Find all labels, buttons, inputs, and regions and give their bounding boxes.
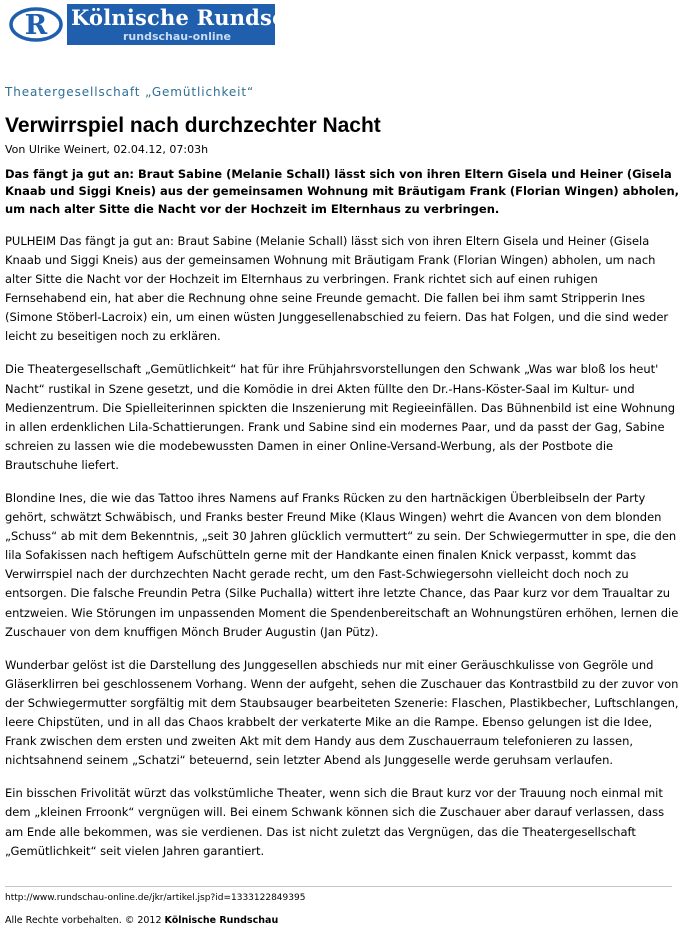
article-kicker: Theatergesellschaft „Gemütlichkeit“	[5, 85, 255, 99]
copyright-text: Alle Rechte vorbehalten. © 2012	[5, 915, 165, 926]
article-paragraph: Ein bisschen Frivolität würzt das volkstümliche Theater, wenn sich die Braut kurz vor der Trauung noch einmal mit dem „kleinen Frroonk“ vergnügen will. Bei einem Schwank können sich die Zuschauer aber darauf verlassen, dass am Ende alle bekommen, was sie verdienen. Das ist nicht zuletzt das Vergnügen, das die Theatergesellschaft „Gemütlichkeit“ seit vielen Jahren garantiert.	[5, 786, 665, 858]
copyright-notice	[5, 915, 278, 926]
article-url[interactable]: http://www.rundschau-online.de/jkr/artikel.jsp?id=1333122849395	[5, 893, 306, 903]
article-body	[5, 166, 681, 875]
article-title: Verwirrspiel nach durchzechter Nacht	[5, 114, 381, 137]
article-paragraph: Die Theatergesellschaft „Gemütlichkeit“ hat für ihre Frühjahrsvorstellungen den Schwank „Was war bloß los heut' Nacht“ rustikal in Szene gesetzt, und die Komödie in drei Akten füllte den Dr.-Hans-Köster-Saal im Kultur- und Medienzentrum. Die Spielleiterinnen spickten die Inszenierung mit Regieeinfällen. Das Bühnenbild ist eine Wohnung in allen erdenklichen Lila-Schattierungen. Frank und Sabine sind ein modernes Paar, und da passt der Gag, Sabine schreien zu lassen wie die modebewussten Damen in einer Online-Versand-Werbung, als der Postbote die Brautschuhe liefert.	[5, 362, 676, 472]
logo-r-badge-icon	[5, 4, 67, 45]
site-logo[interactable]	[5, 4, 330, 45]
footer-divider	[5, 886, 672, 887]
svg-text:R: R	[24, 10, 48, 41]
article-paragraph: Wunderbar gelöst ist die Darstellung des Junggesellen abschieds nur mit einer Geräuschkulisse von Gegröle und Gläserklirren bei geschlossenem Vorhang. Wenn der aufgeht, sehen die Zuschauer das Kontrastbild zu der zuvor von der Schwiegermutter sorgfältig mit dem Staubsauger bearbeiteten Szenerie: Flaschen, Plastikbecher, Luftschlangen, leere Chipstüten, und in all das Chaos krabbelt der verkaterte Mike an die Rampe. Ebenso gelungen ist die Idee, Frank zwischen dem ersten und zweiten Akt mit dem Handy aus dem Zuschauerraum telefonieren zu lassen, nichtsahnend seinem „Schatzi“ beteuernd, sein letzter Abend als Junggeselle werde geruhsam verlaufen.	[5, 657, 679, 768]
article-byline: Von Ulrike Weinert, 02.04.12, 07:03h	[5, 143, 209, 156]
copyright-brand: Kölnische Rundschau	[164, 915, 279, 926]
article-lead: Das fängt ja gut an: Braut Sabine (Melanie Schall) lässt sich von ihren Eltern Gisela und Heiner (Gisela Knaab und Siggi Kneis) aus der gemeinsamen Wohnung mit Bräutigam Frank (Florian Wingen) abholen, um nach alter Sitte die Nacht vor der Hochzeit im Elternhaus zu verbringen.	[5, 167, 680, 216]
logo-wordmark: Kölnische Rundschau	[71, 5, 330, 30]
logo-subtitle: rundschau-online	[123, 30, 231, 43]
article-paragraph: PULHEIM Das fängt ja gut an: Braut Sabine (Melanie Schall) lässt sich von ihren Eltern Gisela und Heiner (Gisela Knaab und Siggi Kneis) aus der gemeinsamen Wohnung mit Bräutigam Frank (Florian Wingen) abholen, um nach alter Sitte die Nacht vor der Hochzeit im Elternhaus zu verbringen. Frank richtet sich auf einen ruhigen Fernsehabend ein, hat aber die Rechnung ohne seine Freunde gemacht. Die fallen bei ihm samt Stripperin Ines (Simone Stöberl-Lacroix) ein, um einen wüsten Junggesellenabschied zu feiern. Das hat Folgen, und die sind weder leicht zu beseitigen noch zu erklären.	[5, 233, 669, 344]
article-paragraph: Blondine Ines, die wie das Tattoo ihres Namens auf Franks Rücken zu den hartnäckigen Überbleibseln der Party gehört, schwätzt Schwäbisch, und Franks bester Freund Mike (Klaus Wingen) wehrt die Avancen von dem blonden „Schuss“ ab mit dem Bekenntnis, „seit 30 Jahren glücklich vermuttert“ zu sein. Der Schwiegermutter in spe, die den lila Sofakissen nach heftigem Aufschütteln gerne mit der Handkante einen finalen Knick verpasst, kommt das Verwirrspiel nach der durchzechten Nacht gerade recht, um den Fast-Schwiegersohn vielleicht doch noch zu entsorgen. Die falsche Freundin Petra (Silke Puchalla) wittert ihre letzte Chance, das Paar kurz vor dem Traualtar zu entzweien. Wie Störungen im unpassenden Moment die Spendenbereitschaft an Wohnungstüren erhöhen, lernen die Zuschauer von dem knuffigen Mönch Bruder Augustin (Jan Pütz).	[5, 491, 679, 639]
